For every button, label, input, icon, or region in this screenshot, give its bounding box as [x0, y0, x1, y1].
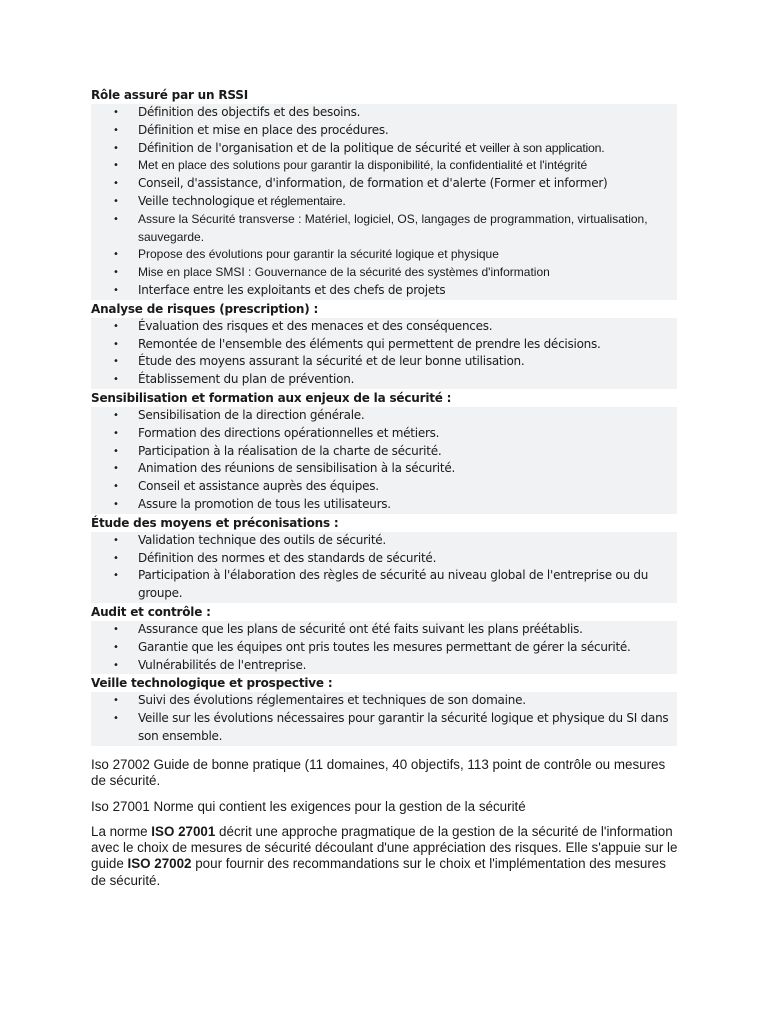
list-item — [91, 353, 677, 371]
list-item — [91, 532, 677, 550]
list-item-text: Assure la Sécurité transverse : Matériel, logiciel, OS, langages de programmation, virtualisation, sauvegarde. — [138, 211, 648, 244]
list-item — [91, 550, 677, 568]
list-item — [91, 211, 677, 247]
list-item — [91, 104, 677, 122]
list-item-text: Établissement du plan de prévention. — [138, 372, 355, 387]
list-item — [91, 282, 677, 300]
iso-norme-paragraph — [91, 824, 681, 889]
section-title: Sensibilisation et formation aux enjeux de la sécurité : — [91, 390, 452, 405]
list-item-text: Conseil et assistance auprès des équipes. — [138, 479, 379, 494]
norme-text-1: La norme — [91, 823, 152, 839]
list-item-text: Évaluation des risques et des menaces et des conséquences. — [138, 318, 493, 333]
iso27002-paragraph: Iso 27002 Guide de bonne pratique (11 domaines, 40 objectifs, 113 point de contrôle ou mesures de sécurité. — [91, 757, 666, 789]
list-item — [91, 193, 677, 211]
list-item — [91, 336, 677, 354]
list-item-text: Définition des normes et des standards de sécurité. — [138, 550, 437, 565]
list-item-text: Suivi des évolutions réglementaires et techniques de son domaine. — [138, 693, 526, 708]
list-item-text: Validation technique des outils de sécurité. — [138, 532, 386, 547]
list-item-text: Définition des objectifs et des besoins. — [138, 105, 361, 119]
list-item-text: Définition et mise en place des procédures. — [138, 122, 389, 137]
list-item-text: Mise en place SMSI : Gouvernance de la sécurité des systèmes d'information — [138, 265, 550, 280]
norme-text-3: pour fournir des recommandations sur le choix et l'implémentation des mesures de sécurité. — [91, 856, 666, 888]
document-body — [91, 86, 677, 746]
list-item — [91, 122, 677, 140]
list-item — [91, 443, 677, 461]
section-list — [91, 104, 677, 300]
list-item — [91, 140, 677, 158]
list-item — [91, 639, 677, 657]
list-item-text: Formation des directions opérationnelles et métiers. — [138, 425, 440, 440]
list-item — [91, 407, 677, 425]
list-item-text: Animation des réunions de sensibilisation à la sécurité. — [138, 461, 456, 476]
list-item — [91, 621, 677, 639]
iso27001-paragraph: Iso 27001 Norme qui contient les exigences pour la gestion de la sécurité — [91, 798, 526, 814]
list-item-text: Vulnérabilités de l'entreprise. — [138, 657, 307, 672]
list-item-text: Sensibilisation de la direction générale. — [138, 407, 365, 422]
list-item — [91, 264, 677, 282]
list-item — [91, 710, 677, 746]
list-item — [91, 567, 677, 603]
list-item — [91, 692, 677, 710]
list-item — [91, 318, 677, 336]
list-item — [91, 425, 677, 443]
iso-paragraphs — [91, 757, 681, 898]
list-item-text: Assure la promotion de tous les utilisateurs. — [138, 496, 391, 511]
section-title: Analyse de risques (prescription) : — [91, 301, 319, 316]
section-list — [91, 621, 677, 674]
section-list — [91, 407, 677, 514]
list-item — [91, 496, 677, 514]
list-item — [91, 657, 677, 675]
list-item-text: Garantie que les équipes ont pris toutes les mesures permettant de gérer la sécurité. — [138, 639, 631, 654]
list-item-text: Veille sur les évolutions nécessaires pour garantir la sécurité logique et physique du SI dans son ensemble. — [138, 711, 669, 743]
section-title: Veille technologique et prospective : — [91, 676, 333, 691]
list-item-text: Veille technologique — [138, 193, 255, 208]
section-list — [91, 532, 677, 603]
list-item — [91, 246, 677, 264]
list-item-tail-text: veiller à son application. — [476, 140, 605, 155]
list-item-text: Remontée de l'ensemble des éléments qui permettent de prendre les décisions. — [138, 336, 601, 351]
list-item — [91, 371, 677, 389]
list-item-text: Assurance que les plans de sécurité ont été faits suivant les plans préétablis. — [138, 621, 583, 636]
section-title: Audit et contrôle : — [91, 604, 211, 619]
norme-text-2: décrit une approche pragmatique de la gestion de la sécurité de l'information avec le choix de mesures de sécurité découlant d'une appréciation des risques. Elle s'appuie sur le guide — [91, 823, 678, 872]
list-item-text: Participation à la réalisation de la charte de sécurité. — [138, 443, 442, 458]
list-item-text: Participation à l'élaboration des règles de sécurité au niveau global de l'entreprise ou du groupe. — [138, 568, 649, 601]
iso27002-bold: ISO 27002 — [127, 856, 192, 872]
list-item-text: Conseil, d'assistance, d'information, de formation et d'alerte (Former et informer) — [138, 176, 608, 191]
list-item-text: Met en place des solutions pour garantir la disponibilité, la confidentialité et l'intégrité — [138, 158, 588, 173]
list-item-text: Étude des moyens assurant la sécurité et de leur bonne utilisation. — [138, 354, 525, 369]
list-item-text: Propose des évolutions pour garantir la sécurité logique et physique — [138, 247, 499, 262]
list-item-text: Définition de l'organisation et de la politique de sécurité et — [138, 140, 477, 155]
list-item — [91, 175, 677, 193]
section-title: Rôle assuré par un RSSI — [91, 88, 248, 102]
list-item — [91, 460, 677, 478]
list-item — [91, 157, 677, 175]
iso27001-bold: ISO 27001 — [151, 823, 216, 839]
list-item — [91, 478, 677, 496]
list-item-text: Interface entre les exploitants et des chefs de projets — [138, 282, 446, 297]
section-title: Étude des moyens et préconisations : — [91, 515, 339, 530]
section-list — [91, 692, 677, 745]
section-list — [91, 318, 677, 389]
list-item-tail-text: et réglementaire. — [254, 193, 346, 208]
